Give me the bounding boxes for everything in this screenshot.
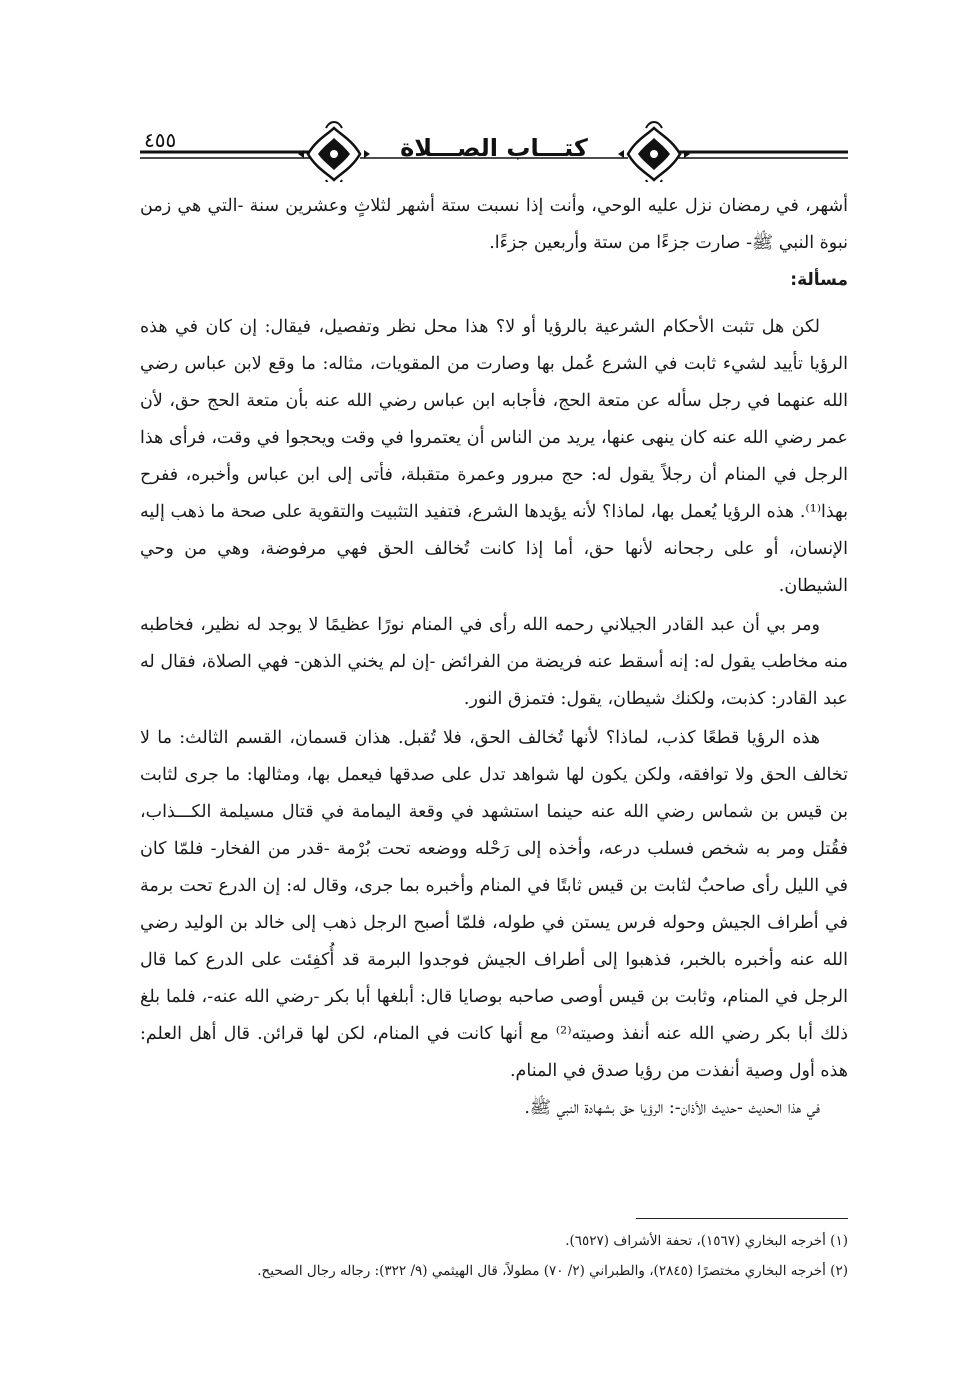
right-ornament-icon xyxy=(618,122,690,182)
running-header xyxy=(138,118,850,182)
main-text xyxy=(140,188,848,1127)
paragraph-5: في هذا الـحديث -حديث الأذان-: الرؤيا حق بشهادة النبي ﷺ. xyxy=(524,1098,820,1118)
running-title: كتـــاب الصـــلاة xyxy=(400,134,588,162)
footnote-2: (٢) أخرجه البخاري مختصرًا (٢٨٤٥)، والطبراني (٢/ ٧٠) مطولاً، قال الهيثمي (٩/ ٣٢٢): رجاله رجال الصحيح. xyxy=(257,1263,848,1279)
footnote-1: (١) أخرجه البخاري (١٥٦٧)، تحفة الأشراف (٦٥٢٧). xyxy=(565,1233,848,1249)
page-number: ٤٥٥ xyxy=(144,128,177,152)
footnote-divider xyxy=(636,1218,848,1219)
paragraph-3: ومر بي أن عبد القادر الجيلاني رحمه الله رأى في المنام نورًا عظيمًا لا يوجد له نظير، فخاطبه منه مخاطب يقول له: إنه أسقط عنه فريضة من الفرائض -إن لم يخني الذهن- فهي الصلاة، فقال له عبد القادر: كذبت، ولكنك شيطان، يقول: فتمزق النور. xyxy=(140,615,848,709)
paragraph-1: أشهر، في رمضان نزل عليه الوحي، وأنت إذا نسبت ستة أشهر لثلاثٍ وعشرين سنة -التي هي زمن نبوة النبي ﷺ- صارت جزءًا من ستة وأربعين جزءًا. xyxy=(140,196,848,253)
section-heading: مسألة: xyxy=(790,270,848,290)
footnotes xyxy=(140,1226,848,1286)
paragraph-2: لكن هل تثبت الأحكام الشرعية بالرؤيا أو لا؟ هذا محل نظر وتفصيل، فيقال: إن كان في هذه الرؤيا تأييد لشيء ثابت في الشرع عُمل بها وصارت من المقويات، مثاله: ما وقع لابن عباس رضي الله عنهما في رجل سأله عن متعة الحج، فأجابه ابن عباس رضي الله عنه بأن متعة الحج حق، لأن عمر رضي الله عنه كان ينهى عنها، يريد من الناس أن يعتمروا في وقت ويحجوا في وقت، فرأى هذا الرجل في المنام أن رجلاً يقول له: حج مبرور وعمرة متقبلة، فأتى إلى ابن عباس وأخبره، ففرح بهذا⁽¹⁾. هذه الرؤيا يُعمل بها، لماذا؟ لأنه يؤيدها الشرع، فتفيد التثبيت والتقوية على صحة ما ذهب إليه الإنسان، أو على رجحانه لأنها حق، أما إذا كانت تُخالف الحق فهي مرفوضة، وهي من وحي الشيطان. xyxy=(140,317,848,596)
paragraph-4: هذه الرؤيا قطعًا كذب، لماذا؟ لأنها تُخالف الحق، فلا تُقبل. هذان قسمان، القسم الثالث: ما لا تخالف الحق ولا توافقه، ولكن يكون لها شواهد تدل على صدقها فيعمل بها، ومثالها: ما جرى لثابت بن قيس بن شماس رضي الله عنه حينما استشهد في وقعة اليمامة في قتال مسيلمة الكـــذاب، فقُتل ومر به شخص فسلب درعه، وأخذه إلى رَحْله ووضعه تحت بُرْمة -قدر من الفخار- فلمّا كان في الليل رأى صاحبٌ لثابت بن قيس ثابتًا في المنام وأخبره بما جرى، وقال له: إن الدرع تحت برمة في أطراف الجيش وحوله فرس يستن في طوله، فلمّا أصبح الرجل ذهب إلى خالد بن الوليد رضي الله عنه وأخبره بالخبر، فذهبوا إلى أطراف الجيش فوجدوا البرمة قد أُكفِئت على الدرع كما قال الرجل في المنام، وثابت بن قيس أوصى صاحبه بوصايا قال: أبلغها أبا بكر -رضي الله عنه-، فلما بلغ ذلك أبا بكر رضي الله عنه أنفذ وصيته⁽²⁾ مع أنها كانت في المنام، لكن لها قرائن. قال أهل العلم: هذه أول وصية أنفذت من رؤيا صدق في المنام. xyxy=(140,728,848,1081)
left-ornament-icon xyxy=(298,122,370,182)
